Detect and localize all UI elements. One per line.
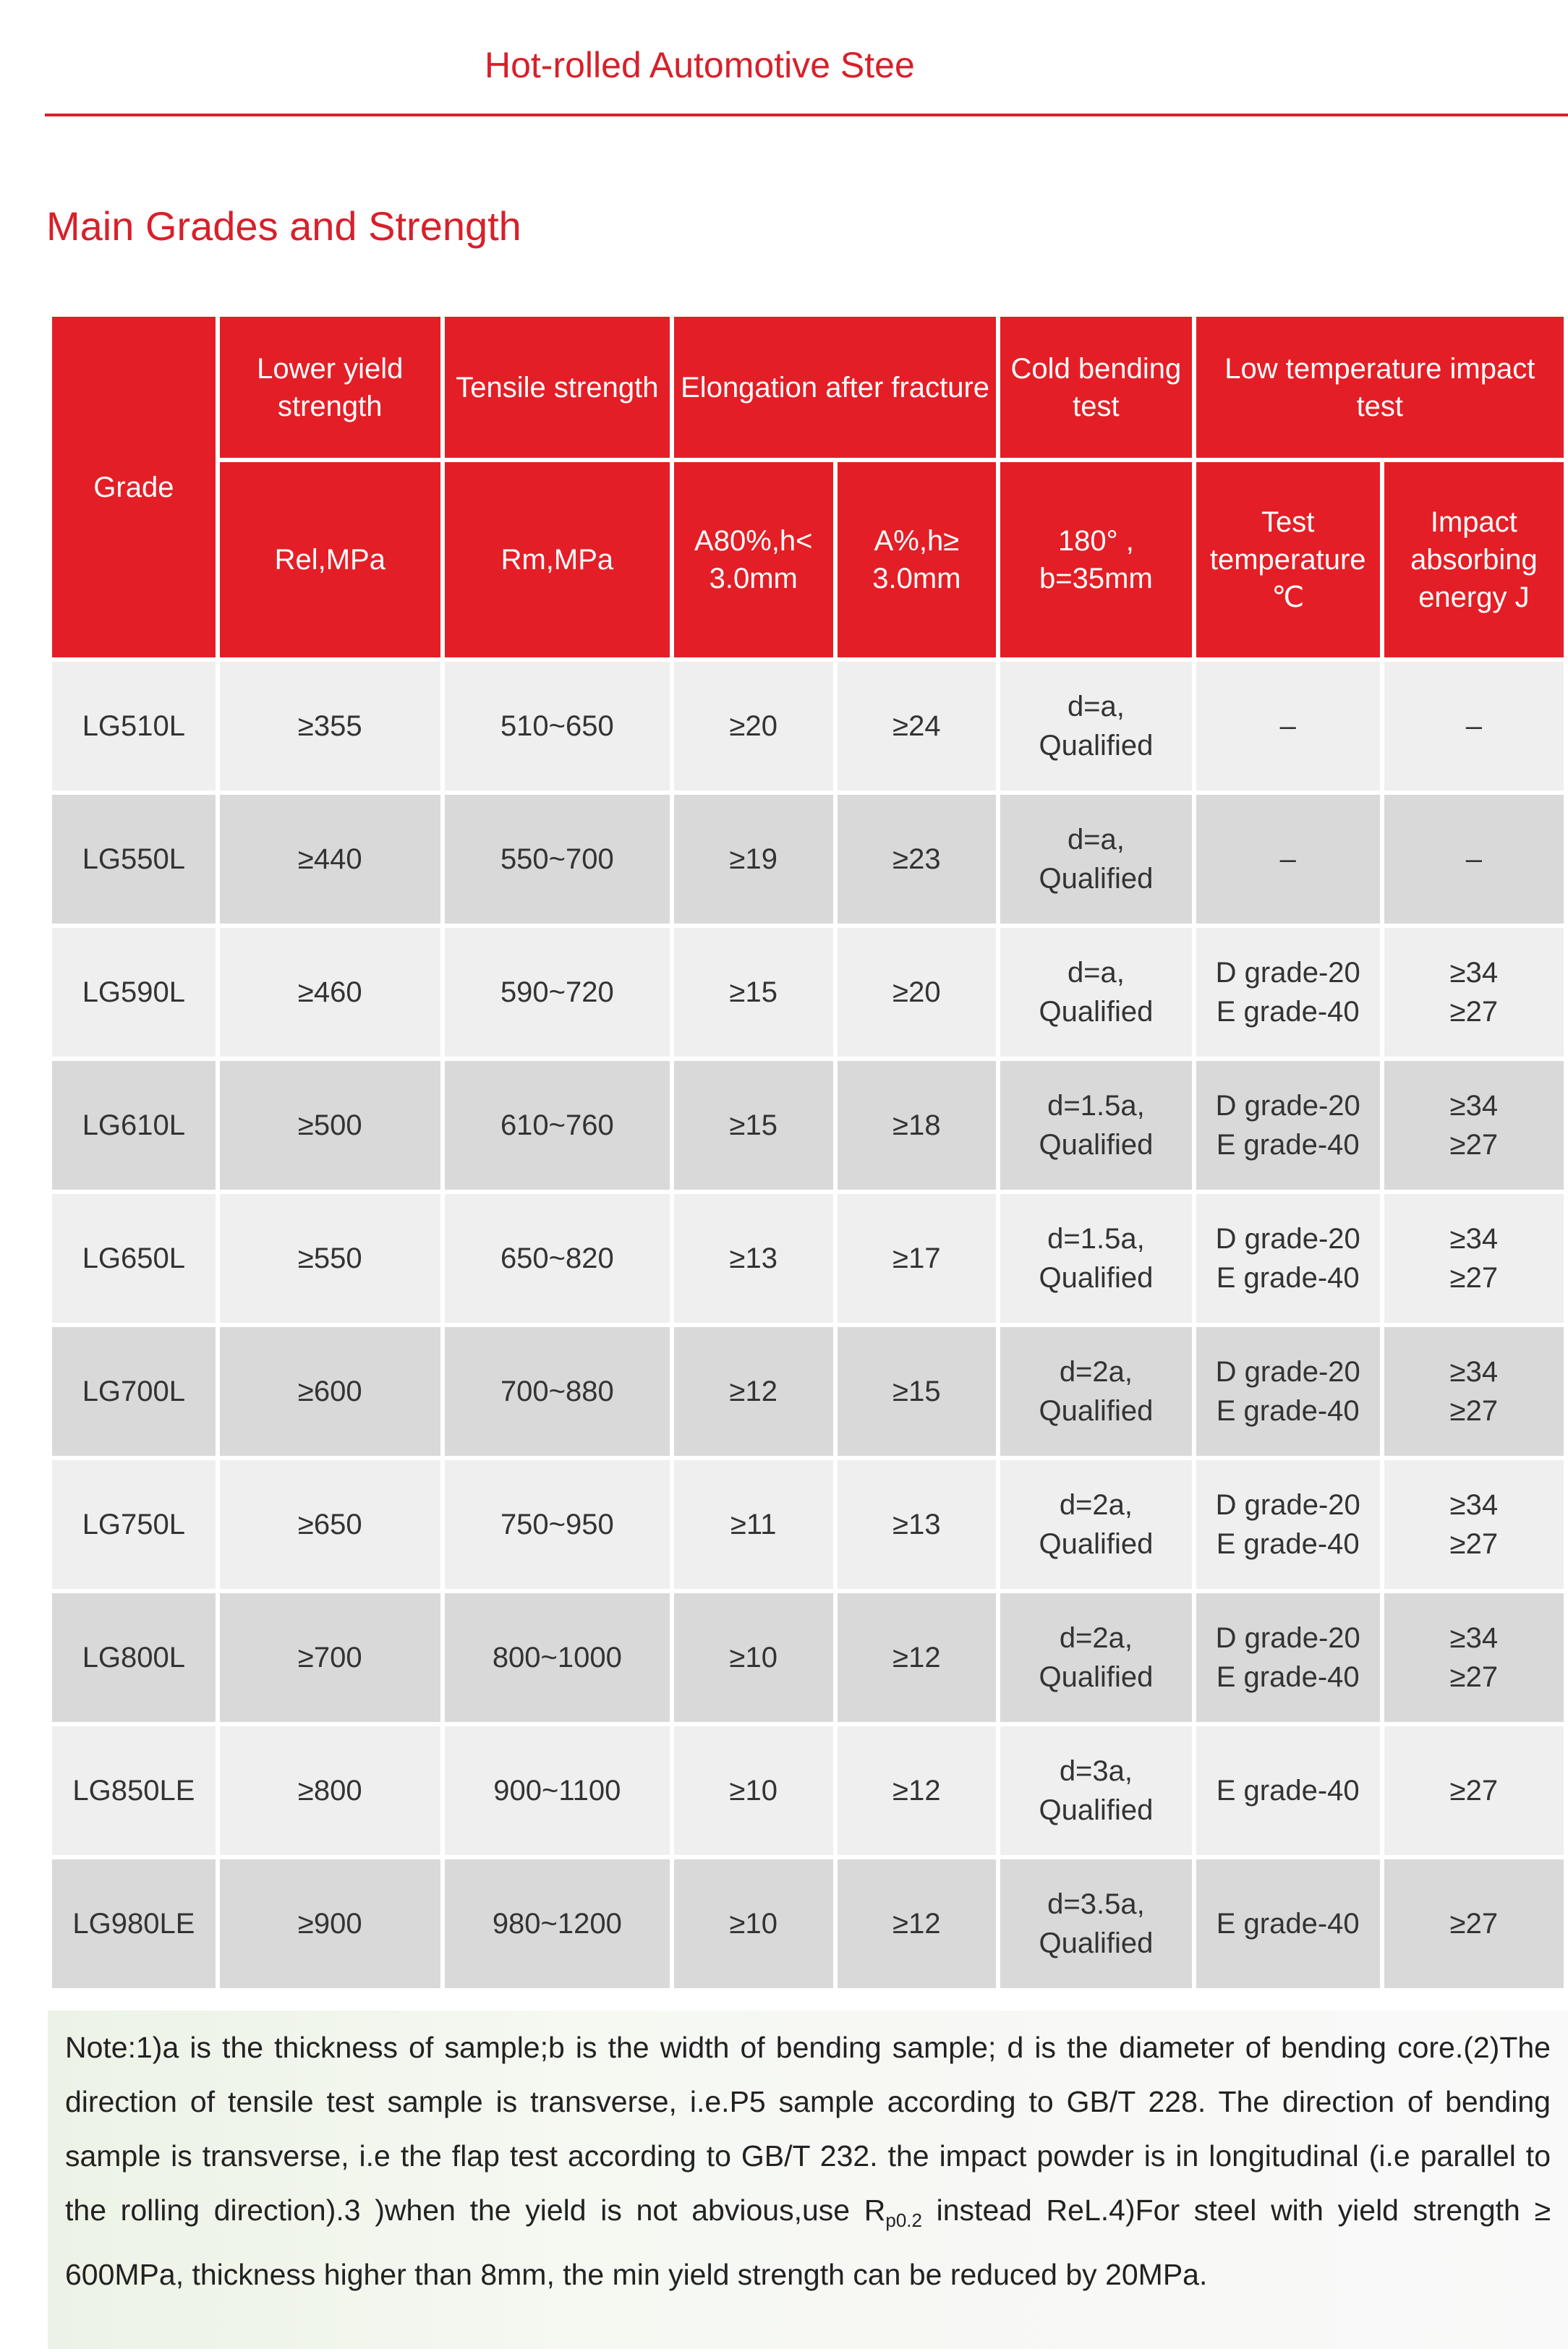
cell-temperature-line: D grade-20 — [1215, 1090, 1360, 1122]
table-row — [52, 1593, 1564, 1722]
cell-a: ≥23 — [838, 795, 997, 924]
cell-a80: ≥11 — [674, 1460, 833, 1589]
cell-a: ≥17 — [838, 1194, 997, 1323]
cell-bend-line: d=1.5a, — [1047, 1223, 1145, 1255]
cell-rm: 590~720 — [445, 928, 670, 1057]
table-row — [52, 662, 1564, 790]
cell-temperature — [1196, 1061, 1380, 1190]
cell-a: ≥18 — [838, 1061, 997, 1190]
cell-bend-line: d=a, — [1067, 691, 1125, 722]
cell-rel: ≥460 — [220, 928, 440, 1057]
cell-rm: 800~1000 — [445, 1593, 670, 1722]
cell-a80: ≥15 — [674, 1061, 833, 1190]
cell-bend-line: d=2a, — [1059, 1489, 1133, 1521]
cell-temperature-line: E grade-40 — [1216, 1395, 1360, 1427]
cell-temperature-line: D grade-20 — [1215, 957, 1360, 989]
cell-rel: ≥500 — [220, 1061, 440, 1190]
cell-bend-line: d=1.5a, — [1047, 1090, 1145, 1122]
cell-energy — [1384, 1859, 1564, 1988]
cell-temperature-line: E grade-40 — [1216, 1262, 1360, 1294]
cell-bend-line: Qualified — [1039, 1262, 1154, 1294]
cell-energy-line: ≥27 — [1449, 1395, 1499, 1427]
cell-grade: LG510L — [52, 662, 216, 790]
cell-rm: 750~950 — [445, 1460, 670, 1589]
cell-bend — [1000, 1593, 1191, 1722]
header-test-temperature: Test temperature ℃ — [1196, 462, 1380, 657]
cell-bend-line: d=3.5a, — [1047, 1888, 1145, 1920]
cell-energy-line: ≥34 — [1449, 1622, 1499, 1654]
cell-temperature-line: D grade-20 — [1215, 1356, 1360, 1388]
cell-bend-line: d=a, — [1067, 957, 1125, 989]
header-a-pct: A%,h≥ 3.0mm — [838, 462, 997, 657]
cell-energy-line: ≥27 — [1449, 1908, 1499, 1940]
cell-temperature-line: E grade-40 — [1216, 1129, 1360, 1161]
cell-rel: ≥440 — [220, 795, 440, 924]
cell-bend — [1000, 1061, 1191, 1190]
cell-temperature — [1196, 1593, 1380, 1722]
cell-energy-line: – — [1465, 710, 1483, 742]
table-row — [52, 795, 1564, 924]
cell-energy — [1384, 1194, 1564, 1323]
cell-rel: ≥600 — [220, 1327, 440, 1456]
table-body — [52, 662, 1564, 1988]
table-row — [52, 1460, 1564, 1589]
cell-a: ≥15 — [838, 1327, 997, 1456]
table-row — [52, 1061, 1564, 1190]
cell-temperature-line: D grade-20 — [1215, 1223, 1360, 1255]
cell-a: ≥12 — [838, 1593, 997, 1722]
cell-temperature — [1196, 1327, 1380, 1456]
cell-grade: LG700L — [52, 1327, 216, 1456]
cell-rm: 550~700 — [445, 795, 670, 924]
cell-temperature-line: E grade-40 — [1216, 1775, 1360, 1807]
cell-bend-line: d=2a, — [1059, 1622, 1133, 1654]
cell-energy — [1384, 795, 1564, 924]
cell-bend-line: Qualified — [1039, 1927, 1154, 1959]
cell-temperature-line: – — [1279, 710, 1296, 742]
cell-energy-line: ≥34 — [1449, 1223, 1499, 1255]
cell-bend-line: Qualified — [1039, 1528, 1154, 1560]
cell-a80: ≥20 — [674, 662, 833, 790]
cell-energy — [1384, 1460, 1564, 1589]
cell-energy-line: ≥27 — [1449, 1129, 1499, 1161]
cell-bend — [1000, 662, 1191, 790]
cell-energy-line: ≥27 — [1449, 1661, 1499, 1693]
cell-a80: ≥13 — [674, 1194, 833, 1323]
cell-temperature — [1196, 1859, 1380, 1988]
cell-temperature — [1196, 1460, 1380, 1589]
cell-a: ≥13 — [838, 1460, 997, 1589]
cell-grade: LG550L — [52, 795, 216, 924]
cell-rel: ≥550 — [220, 1194, 440, 1323]
cell-a: ≥24 — [838, 662, 997, 790]
cell-grade: LG980LE — [52, 1859, 216, 1988]
cell-energy-line: ≥27 — [1449, 996, 1499, 1028]
cell-grade: LG650L — [52, 1194, 216, 1323]
cell-a80: ≥10 — [674, 1593, 833, 1722]
cell-temperature-line: D grade-20 — [1215, 1489, 1360, 1521]
table-row — [52, 1859, 1564, 1988]
cell-bend — [1000, 1327, 1191, 1456]
cell-energy-line: – — [1465, 843, 1483, 875]
cell-rm: 900~1100 — [445, 1726, 670, 1855]
note-box — [48, 2011, 1568, 2349]
cell-grade: LG610L — [52, 1061, 216, 1190]
header-rel-unit: Rel,MPa — [220, 462, 440, 657]
cell-rm: 650~820 — [445, 1194, 670, 1323]
cell-temperature-line: E grade-40 — [1216, 1661, 1360, 1693]
cell-rel: ≥900 — [220, 1859, 440, 1988]
cell-temperature-line: D grade-20 — [1215, 1622, 1360, 1654]
cell-energy — [1384, 1327, 1564, 1456]
cell-temperature — [1196, 662, 1380, 790]
header-impact-energy: Impact absorbing energy J — [1384, 462, 1564, 657]
header-bend-condition: 180° , b=35mm — [1000, 462, 1191, 657]
cell-rm: 980~1200 — [445, 1859, 670, 1988]
note-subscript: p0.2 — [885, 2209, 922, 2232]
cell-temperature-line: E grade-40 — [1216, 1908, 1360, 1940]
cell-bend — [1000, 1726, 1191, 1855]
cell-energy-line: ≥27 — [1449, 1262, 1499, 1294]
cell-energy-line: ≥34 — [1449, 1090, 1499, 1122]
cell-a: ≥20 — [838, 928, 997, 1057]
cell-bend-line: Qualified — [1039, 1661, 1154, 1693]
cell-temperature-line: – — [1279, 843, 1296, 875]
cell-rm: 700~880 — [445, 1327, 670, 1456]
cell-energy — [1384, 1593, 1564, 1722]
cell-energy — [1384, 928, 1564, 1057]
page-header-title: Hot-rolled Automotive Stee — [485, 45, 915, 85]
cell-energy-line: ≥34 — [1449, 957, 1499, 989]
grades-table — [48, 312, 1568, 1992]
cell-energy-line: ≥34 — [1449, 1489, 1499, 1521]
table-subheader-row — [52, 462, 1564, 657]
cell-grade: LG590L — [52, 928, 216, 1057]
cell-a80: ≥10 — [674, 1859, 833, 1988]
cell-rel: ≥650 — [220, 1460, 440, 1589]
cell-bend-line: Qualified — [1039, 1129, 1154, 1161]
header-elongation: Elongation after fracture — [674, 317, 996, 458]
cell-bend — [1000, 928, 1191, 1057]
table-row — [52, 1726, 1564, 1855]
cell-temperature — [1196, 795, 1380, 924]
section-title: Main Grades and Strength — [46, 203, 521, 249]
cell-bend-line: Qualified — [1039, 996, 1154, 1028]
cell-rm: 610~760 — [445, 1061, 670, 1190]
cell-bend-line: Qualified — [1039, 730, 1154, 762]
table-row — [52, 1194, 1564, 1323]
cell-energy — [1384, 1726, 1564, 1855]
cell-a: ≥12 — [838, 1726, 997, 1855]
cell-rel: ≥355 — [220, 662, 440, 790]
cell-temperature-line: E grade-40 — [1216, 996, 1360, 1028]
header-impact: Low temperature impact test — [1196, 317, 1564, 458]
cell-grade: LG850LE — [52, 1726, 216, 1855]
cell-a: ≥12 — [838, 1859, 997, 1988]
header-divider — [45, 114, 1568, 116]
cell-energy-line: ≥34 — [1449, 1356, 1499, 1388]
table-row — [52, 1327, 1564, 1456]
cell-bend-line: Qualified — [1039, 1395, 1154, 1427]
cell-grade: LG750L — [52, 1460, 216, 1589]
cell-a80: ≥12 — [674, 1327, 833, 1456]
cell-bend-line: Qualified — [1039, 1794, 1154, 1826]
note-text-part1: Note:1)a is the thickness of sample;b is the width of bending sample; d is the diameter of bending core.(2)The direction of tensile test sample is transverse, i.e.P5 sample according to GB/T 228. The direction of bending sample is transverse, i.e the flap test according to GB/T 232. the impact powder is in longitudinal (i.e parallel to the rolling direction).3 )when the yield is not abvious,use R — [65, 2031, 1551, 2227]
cell-rel: ≥700 — [220, 1593, 440, 1722]
cell-energy — [1384, 662, 1564, 790]
cell-energy — [1384, 1061, 1564, 1190]
cell-bend-line: d=a, — [1067, 824, 1125, 856]
cell-bend-line: d=2a, — [1059, 1356, 1133, 1388]
cell-temperature — [1196, 1194, 1380, 1323]
header-tensile: Tensile strength — [445, 317, 670, 458]
table-header-row — [52, 317, 1564, 458]
note-text-part2: instead ReL.4)For steel with yield strength ≥ 600MPa, thickness higher than 8mm, the min yield strength can be reduced by 20MPa. — [65, 2194, 1551, 2292]
cell-bend — [1000, 795, 1191, 924]
cell-bend — [1000, 1194, 1191, 1323]
cell-a80: ≥10 — [674, 1726, 833, 1855]
cell-bend — [1000, 1460, 1191, 1589]
cell-grade: LG800L — [52, 1593, 216, 1722]
cell-rel: ≥800 — [220, 1726, 440, 1855]
cell-bend — [1000, 1859, 1191, 1988]
cell-rm: 510~650 — [445, 662, 670, 790]
header-grade: Grade — [52, 317, 216, 657]
cell-energy-line: ≥27 — [1449, 1775, 1499, 1807]
cell-bend-line: Qualified — [1039, 863, 1154, 895]
header-a80: A80%,h< 3.0mm — [674, 462, 833, 657]
cell-a80: ≥19 — [674, 795, 833, 924]
cell-bend-line: d=3a, — [1059, 1755, 1133, 1787]
header-cold-bending: Cold bending test — [1000, 317, 1191, 458]
cell-temperature — [1196, 1726, 1380, 1855]
cell-temperature — [1196, 928, 1380, 1057]
table-row — [52, 928, 1564, 1057]
note-text — [65, 2021, 1551, 2302]
cell-a80: ≥15 — [674, 928, 833, 1057]
cell-temperature-line: E grade-40 — [1216, 1528, 1360, 1560]
cell-energy-line: ≥27 — [1449, 1528, 1499, 1560]
header-rm-unit: Rm,MPa — [445, 462, 670, 657]
header-lower-yield: Lower yield strength — [220, 317, 440, 458]
